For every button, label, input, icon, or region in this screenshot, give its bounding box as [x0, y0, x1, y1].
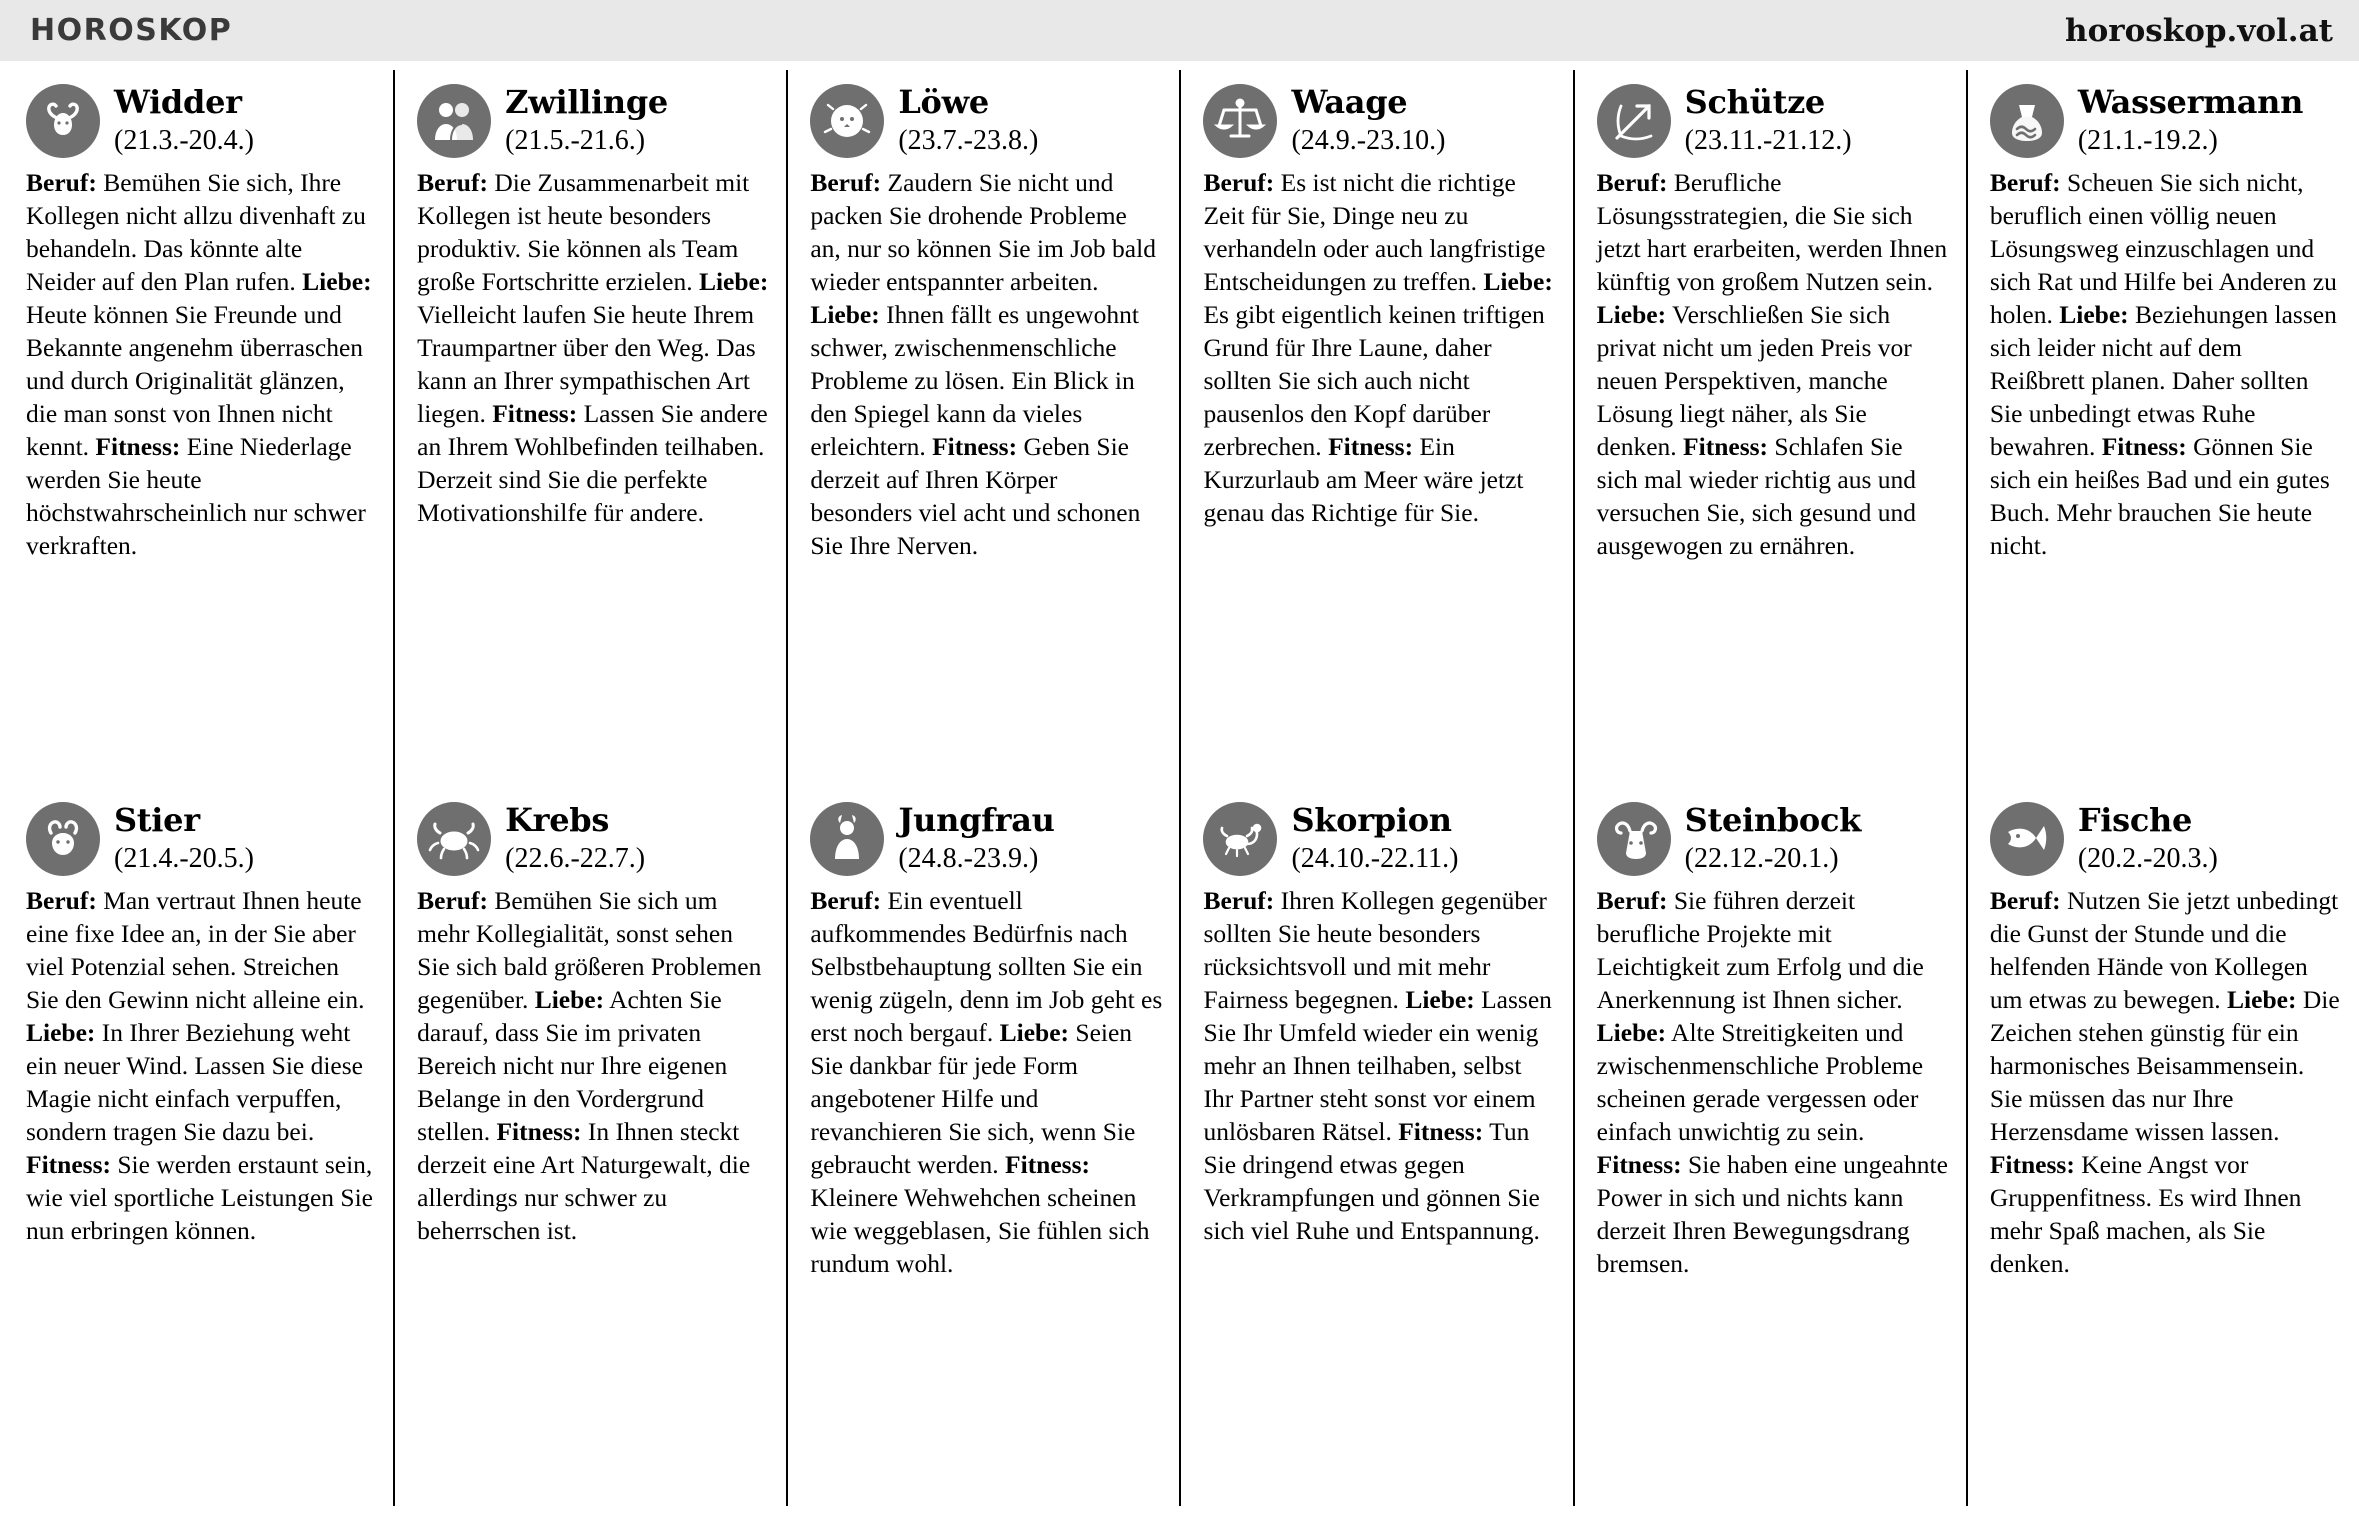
section-text: In Ihnen steckt derzeit eine Art Naturgewalt, die allerdings nur schwer zu beherrschen ist.: [417, 1117, 751, 1246]
zodiac-name: Krebs: [505, 801, 610, 839]
section-text: Scheuen Sie sich nicht, beruflich einen völlig neuen Lösungsweg einzuschlagen und sich Rat und Hilfe bei Anderen zu holen.: [1989, 168, 2337, 330]
zodiac-dates: (21.3.-20.4.): [114, 124, 254, 156]
section-label: Liebe:: [2227, 985, 2297, 1015]
section-text: Achten Sie darauf, dass Sie im privaten Bereich nicht nur Ihre eigenen Belange in den Vordergrund stellen.: [417, 985, 728, 1147]
section-text: In Ihrer Beziehung weht ein neuer Wind. Lassen Sie diese Magie nicht einfach verpuffen, sondern tragen Sie dazu bei.: [26, 1018, 363, 1147]
zodiac-title-block: [898, 82, 1038, 157]
zodiac-dates: (23.7.-23.8.): [898, 124, 1039, 156]
section-label: Beruf:: [1989, 168, 2061, 197]
zodiac-header: [1990, 82, 2343, 158]
zodiac-dates: (21.1.-19.2.): [2077, 124, 2218, 156]
section-text: Gönnen Sie sich ein heißes Bad und ein gutes Buch. Mehr brauchen Sie heute nicht.: [1989, 432, 2330, 561]
section-text: Man vertraut Ihnen heute eine fixe Idee an, in der Sie aber viel Potenzial sehen. Streichen Sie den Gewinn nicht alleine ein.: [26, 886, 365, 1015]
zodiac-dates: (22.6.-22.7.): [505, 842, 646, 874]
zodiac-text: [810, 166, 1163, 562]
capricorn-goat-icon: [1597, 802, 1671, 876]
zodiac-grid: [0, 70, 2359, 1532]
section-label: Beruf:: [417, 168, 488, 197]
section-label: Liebe:: [534, 985, 605, 1015]
section-text: Berufliche Lösungsstrategien, die Sie sich jetzt hart erarbeiten, werden Ihnen künftig von großem Nutzen sein.: [1596, 168, 1948, 297]
page-header: [0, 0, 2359, 64]
cancer-crab-icon: [417, 802, 491, 876]
zodiac-text: [417, 884, 770, 1247]
section-text: Tun Sie dringend etwas gegen Verkrampfungen und gönnen Sie sich viel Ruhe und Entspannung.: [1203, 1117, 1540, 1246]
zodiac-name: Widder: [114, 83, 242, 121]
virgo-maiden-icon: [810, 802, 884, 876]
zodiac-header: [417, 82, 770, 158]
section-text: Schlafen Sie sich mal wieder richtig aus und versuchen Sie, sich gesund und ausgewogen zu ernähren.: [1596, 432, 1917, 561]
section-label: Liebe:: [302, 267, 372, 297]
section-label: Liebe:: [1596, 300, 1667, 330]
zodiac-header: [1203, 800, 1556, 876]
section-label: Beruf:: [1596, 886, 1668, 915]
zodiac-card-krebs: [393, 788, 786, 1506]
zodiac-text: [26, 884, 377, 1247]
zodiac-title-block: [505, 800, 645, 875]
section-label: Liebe:: [810, 300, 880, 330]
section-text: Bemühen Sie sich, Ihre Kollegen nicht allzu divenhaft zu behandeln. Das könnte alte Neider auf den Plan rufen.: [26, 168, 366, 297]
zodiac-dates: (24.8.-23.9.): [898, 842, 1039, 874]
section-text: Die Zeichen stehen günstig für ein harmonisches Beisammensein. Sie müssen das nur Ihre Herzensdame wissen lassen.: [1989, 985, 2340, 1147]
aries-ram-icon: [26, 84, 100, 158]
zodiac-dates: (24.9.-23.10.): [1291, 124, 1446, 156]
zodiac-dates: (20.2.-20.3.): [2077, 842, 2218, 874]
zodiac-title-block: [898, 800, 1054, 875]
zodiac-card-wassermann: [1966, 70, 2359, 788]
section-label: Beruf:: [810, 168, 882, 197]
gemini-twins-icon: [417, 84, 491, 158]
section-label: Beruf:: [1203, 886, 1275, 915]
zodiac-name: Steinbock: [1684, 801, 1862, 839]
zodiac-header: [1597, 82, 1950, 158]
zodiac-dates: (24.10.-22.11.): [1291, 842, 1459, 874]
zodiac-text: [1597, 884, 1950, 1280]
zodiac-dates: (21.4.-20.5.): [114, 842, 254, 874]
zodiac-header: [417, 800, 770, 876]
section-text: Ein Kurzurlaub am Meer wäre jetzt genau das Richtige für Sie.: [1203, 432, 1524, 528]
scorpio-scorpion-icon: [1203, 802, 1277, 876]
section-text: Bemühen Sie sich um mehr Kollegialität, sonst sehen Sie sich bald größeren Problemen gegenüber.: [417, 886, 762, 1015]
section-text: Die Zusammenarbeit mit Kollegen ist heute besonders produktiv. Sie können als Team große Fortschritte erzielen.: [417, 168, 750, 297]
section-label: Fitness:: [1398, 1117, 1484, 1147]
zodiac-title-block: [114, 800, 254, 875]
zodiac-name: Fische: [2077, 801, 2193, 839]
section-label: Beruf:: [1596, 168, 1668, 197]
section-label: Fitness:: [1005, 1150, 1091, 1180]
zodiac-card-skorpion: [1179, 788, 1572, 1506]
page-title: HOROSKOP: [30, 13, 233, 48]
section-text: Sie führen derzeit berufliche Projekte mit Leichtigkeit zum Erfolg und die Anerkennung ist Ihnen sicher.: [1596, 886, 1924, 1015]
zodiac-text: [1203, 166, 1556, 529]
section-text: Geben Sie derzeit auf Ihren Körper besonders viel acht und schonen Sie Ihre Nerven.: [810, 432, 1141, 561]
zodiac-name: Löwe: [898, 83, 989, 121]
section-label: Fitness:: [1596, 1150, 1682, 1180]
section-label: Fitness:: [492, 399, 578, 429]
zodiac-card-zwillinge: [393, 70, 786, 788]
section-label: Beruf:: [1203, 168, 1275, 197]
zodiac-title-block: [505, 82, 668, 157]
zodiac-text: [1990, 884, 2343, 1280]
zodiac-card-fische: [1966, 788, 2359, 1506]
zodiac-name: Skorpion: [1291, 801, 1452, 839]
sagittarius-bow-icon: [1597, 84, 1671, 158]
zodiac-header: [1990, 800, 2343, 876]
zodiac-header: [1597, 800, 1950, 876]
section-label: Liebe:: [2059, 300, 2129, 330]
section-label: Fitness:: [26, 1150, 111, 1180]
section-label: Fitness:: [95, 432, 181, 462]
section-text: Zaudern Sie nicht und packen Sie drohende Probleme an, nur so können Sie im Job bald wieder entspannter arbeiten.: [810, 168, 1156, 297]
zodiac-card-waage: [1179, 70, 1572, 788]
section-label: Beruf:: [1989, 886, 2061, 915]
section-label: Beruf:: [26, 168, 97, 197]
zodiac-header: [26, 800, 377, 876]
section-text: Heute können Sie Freunde und Bekannte angenehm überraschen und durch Originalität glänzen, die man sonst von Ihnen nicht kennt.: [26, 300, 364, 462]
zodiac-title-block: [1685, 82, 1852, 157]
section-label: Fitness:: [1683, 432, 1769, 462]
pisces-fish-icon: [1990, 802, 2064, 876]
zodiac-text: [1990, 166, 2343, 562]
section-text: Seien Sie dankbar für jede Form angebotener Hilfe und revanchieren Sie sich, wenn Sie gebraucht werden.: [810, 1018, 1136, 1180]
section-label: Fitness:: [1989, 1150, 2075, 1180]
zodiac-card-stier: [0, 788, 393, 1506]
zodiac-dates: (22.12.-20.1.): [1684, 842, 1839, 874]
zodiac-name: Wassermann: [2077, 83, 2304, 121]
section-text: Es ist nicht die richtige Zeit für Sie, Dinge neu zu verhandeln oder auch langfristige Entscheidungen zu treffen.: [1203, 168, 1546, 297]
section-text: Sie werden erstaunt sein, wie viel sportliche Leistungen Sie nun erbringen können.: [26, 1150, 374, 1246]
zodiac-text: [1203, 884, 1556, 1247]
section-text: Alte Streitigkeiten und zwischenmenschliche Probleme scheinen gerade vergessen oder einfach unwichtig zu sein.: [1596, 1018, 1924, 1147]
zodiac-dates: (23.11.-21.12.): [1684, 124, 1852, 156]
section-text: Verschließen Sie sich privat nicht um jeden Preis vor neuen Perspektiven, manche Lösung liegt näher, als Sie denken.: [1596, 300, 1912, 462]
section-text: Lassen Sie Ihr Umfeld wieder ein wenig mehr an Ihnen teilhaben, selbst Ihr Partner steht sonst vor einem unlösbaren Rätsel.: [1203, 985, 1552, 1147]
section-text: Ihnen fällt es ungewohnt schwer, zwischenmenschliche Probleme zu lösen. Ein Blick in den Spiegel kann da vieles erleichtern.: [810, 300, 1139, 462]
zodiac-card-schütze: [1573, 70, 1966, 788]
zodiac-text: [26, 166, 377, 562]
section-text: Kleinere Wehwehchen scheinen wie weggeblasen, Sie fühlen sich rundum wohl.: [810, 1183, 1150, 1279]
zodiac-title-block: [1291, 800, 1458, 875]
section-label: Fitness:: [932, 432, 1018, 462]
zodiac-name: Jungfrau: [898, 801, 1055, 839]
section-label: Liebe:: [1483, 267, 1553, 297]
section-label: Beruf:: [810, 886, 882, 915]
zodiac-title-block: [1685, 800, 1861, 875]
zodiac-dates: (21.5.-21.6.): [505, 124, 646, 156]
zodiac-card-steinbock: [1573, 788, 1966, 1506]
aquarius-waterbearer-icon: [1990, 84, 2064, 158]
zodiac-name: Zwillinge: [505, 83, 668, 121]
section-label: Beruf:: [417, 886, 488, 915]
section-text: Beziehungen lassen sich leider nicht auf dem Reißbrett planen. Daher sollten Sie unbedingt etwas Ruhe bewahren.: [1989, 300, 2337, 462]
section-text: Lassen Sie andere an Ihrem Wohlbefinden teilhaben. Derzeit sind Sie die perfekte Motivationshilfe für andere.: [417, 399, 768, 528]
section-text: Nutzen Sie jetzt unbedingt die Gunst der Stunde und die helfenden Hände von Kollegen um etwas zu bewegen.: [1989, 886, 2339, 1015]
zodiac-name: Schütze: [1684, 83, 1825, 121]
zodiac-title-block: [2078, 82, 2303, 157]
zodiac-text: [417, 166, 770, 529]
section-text: Ein eventuell aufkommendes Bedürfnis nach Selbstbehauptung sollten Sie ein wenig zügeln, denn im Job geht es erst noch bergauf.: [810, 886, 1163, 1048]
section-label: Fitness:: [496, 1117, 582, 1147]
section-label: Liebe:: [1596, 1018, 1667, 1048]
libra-scales-icon: [1203, 84, 1277, 158]
section-text: Eine Niederlage werden Sie heute höchstwahrscheinlich nur schwer verkraften.: [26, 432, 366, 561]
zodiac-title-block: [2078, 800, 2218, 875]
section-text: Keine Angst vor Gruppenfitness. Es wird Ihnen mehr Spaß machen, als Sie denken.: [1989, 1150, 2302, 1279]
section-text: Sie haben eine ungeahnte Power in sich und nichts kann derzeit Ihren Bewegungsdrang bremsen.: [1596, 1150, 1948, 1279]
section-label: Fitness:: [1328, 432, 1414, 462]
source-url: horoskop.vol.at: [2065, 12, 2333, 49]
zodiac-header: [26, 82, 377, 158]
section-text: Es gibt eigentlich keinen triftigen Grund für Ihre Laune, daher sollten Sie sich auch nicht pausenlos den Kopf darüber zerbrechen.: [1203, 300, 1545, 462]
section-label: Beruf:: [26, 886, 97, 915]
zodiac-header: [810, 800, 1163, 876]
zodiac-name: Stier: [114, 801, 200, 839]
zodiac-title-block: [114, 82, 254, 157]
zodiac-header: [1203, 82, 1556, 158]
zodiac-header: [810, 82, 1163, 158]
section-label: Fitness:: [2101, 432, 2187, 462]
zodiac-text: [810, 884, 1163, 1280]
section-text: Ihren Kollegen gegenüber sollten Sie heute besonders rücksichtsvoll und mit mehr Fairness begegnen.: [1203, 886, 1547, 1015]
zodiac-name: Waage: [1291, 83, 1408, 121]
zodiac-card-löwe: [786, 70, 1179, 788]
section-text: Vielleicht laufen Sie heute Ihrem Traumpartner über den Weg. Das kann an Ihrer sympathischen Art liegen.: [417, 300, 756, 429]
zodiac-title-block: [1291, 82, 1445, 157]
taurus-bull-icon: [26, 802, 100, 876]
leo-lion-icon: [810, 84, 884, 158]
section-label: Liebe:: [698, 267, 769, 297]
zodiac-text: [1597, 166, 1950, 562]
section-label: Liebe:: [26, 1018, 96, 1048]
section-label: Liebe:: [999, 1018, 1070, 1048]
zodiac-card-widder: [0, 70, 393, 788]
section-label: Liebe:: [1405, 985, 1475, 1015]
zodiac-card-jungfrau: [786, 788, 1179, 1506]
